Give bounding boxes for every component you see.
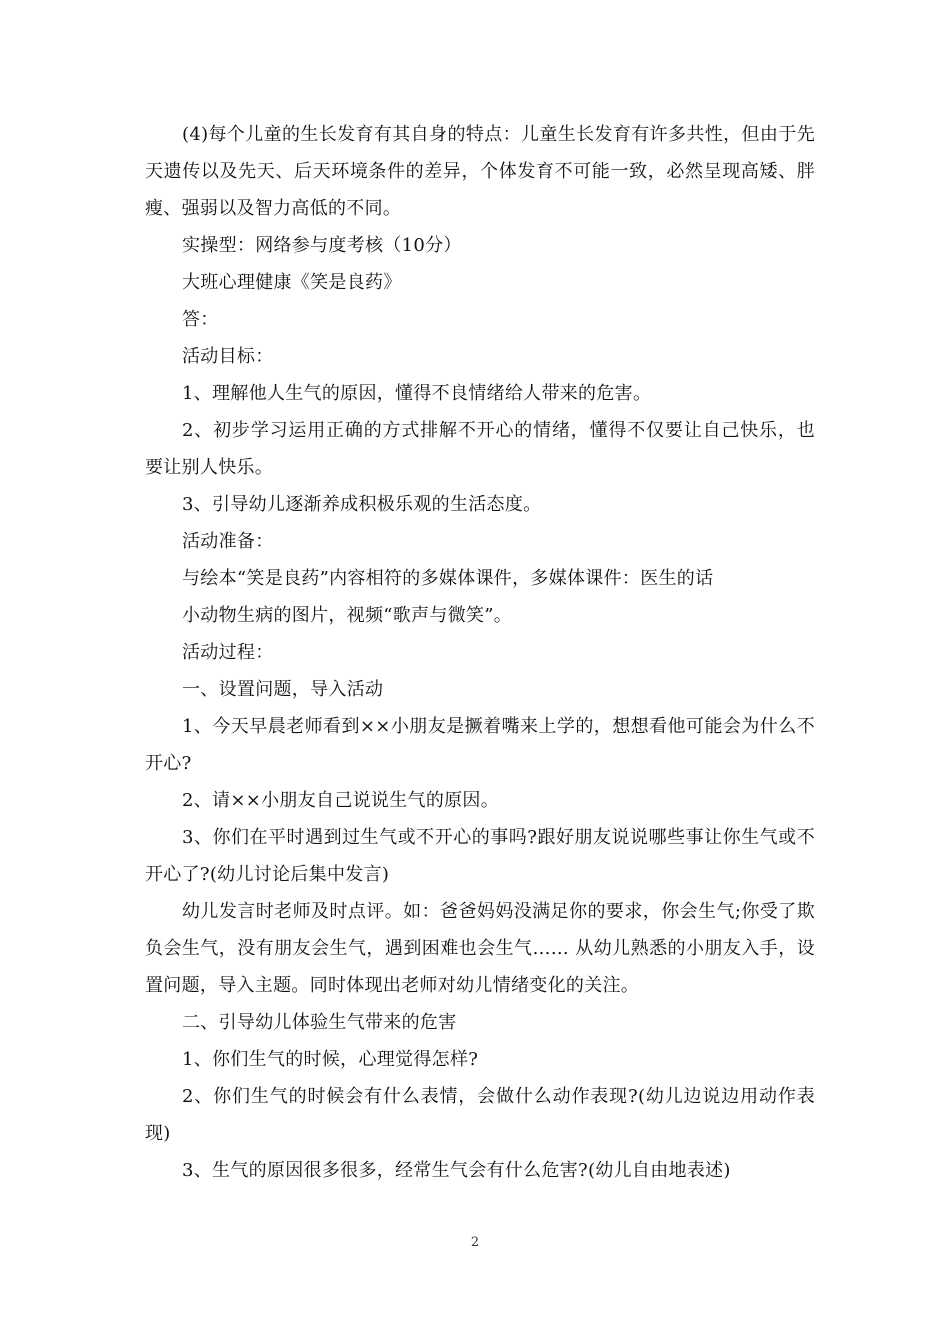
paragraph: 2、你们生气的时候会有什么表情，会做什么动作表现?(幼儿边说边用动作表现) [145,1086,815,1144]
paragraph: 幼儿发言时老师及时点评。如：爸爸妈妈没满足你的要求，你会生气;你受了欺负会生气，没有朋友会生气，遇到困难也会生气…… 从幼儿熟悉的小朋友入手，设置问题，导入主题。同时体现出老师对幼儿情绪变化的关注。 [145,901,815,996]
paragraph: 3、引导幼儿逐渐养成积极乐观的生活态度。 [182,494,542,515]
paragraph: 二、引导幼儿体验生气带来的危害 [182,1012,457,1033]
paragraph: 1、你们生气的时候，心理觉得怎样? [182,1049,479,1070]
paragraph: 活动目标： [182,346,274,367]
paragraph: 大班心理健康《笑是良药》 [182,272,402,293]
paragraph: 答： [182,309,219,330]
paragraph: 2、初步学习运用正确的方式排解不开心的情绪，懂得不仅要让自己快乐，也要让别人快乐。 [145,420,815,478]
paragraph: 小动物生病的图片，视频“歌声与微笑”。 [182,605,513,626]
paragraph: 1、理解他人生气的原因，懂得不良情绪给人带来的危害。 [182,383,652,404]
paragraph: 活动准备： [182,531,274,552]
paragraph: 与绘本“笑是良药”内容相符的多媒体课件，多媒体课件：医生的话 [182,568,714,589]
paragraph: 1、今天早晨老师看到××小朋友是撅着嘴来上学的，想想看他可能会为什么不开心? [145,716,815,774]
paragraph: 3、你们在平时遇到过生气或不开心的事吗?跟好朋友说说哪些事让你生气或不开心了?(幼儿讨论后集中发言) [145,827,815,885]
paragraph: 一、设置问题，导入活动 [182,679,384,700]
paragraph: (4)每个儿童的生长发育有其自身的特点：儿童生长发育有许多共性，但由于先天遗传以及先天、后天环境条件的差异，个体发育不可能一致，必然呈现高矮、胖瘦、强弱以及智力高低的不同。 [145,124,815,219]
page-number: 2 [470,1235,480,1250]
paragraph: 2、请××小朋友自己说说生气的原因。 [182,790,500,811]
document-body [145,116,815,1189]
paragraph: 活动过程： [182,642,274,663]
paragraph: 实操型：网络参与度考核（10分） [182,235,462,256]
paragraph: 3、生气的原因很多很多，经常生气会有什么危害?(幼儿自由地表述) [182,1160,731,1181]
